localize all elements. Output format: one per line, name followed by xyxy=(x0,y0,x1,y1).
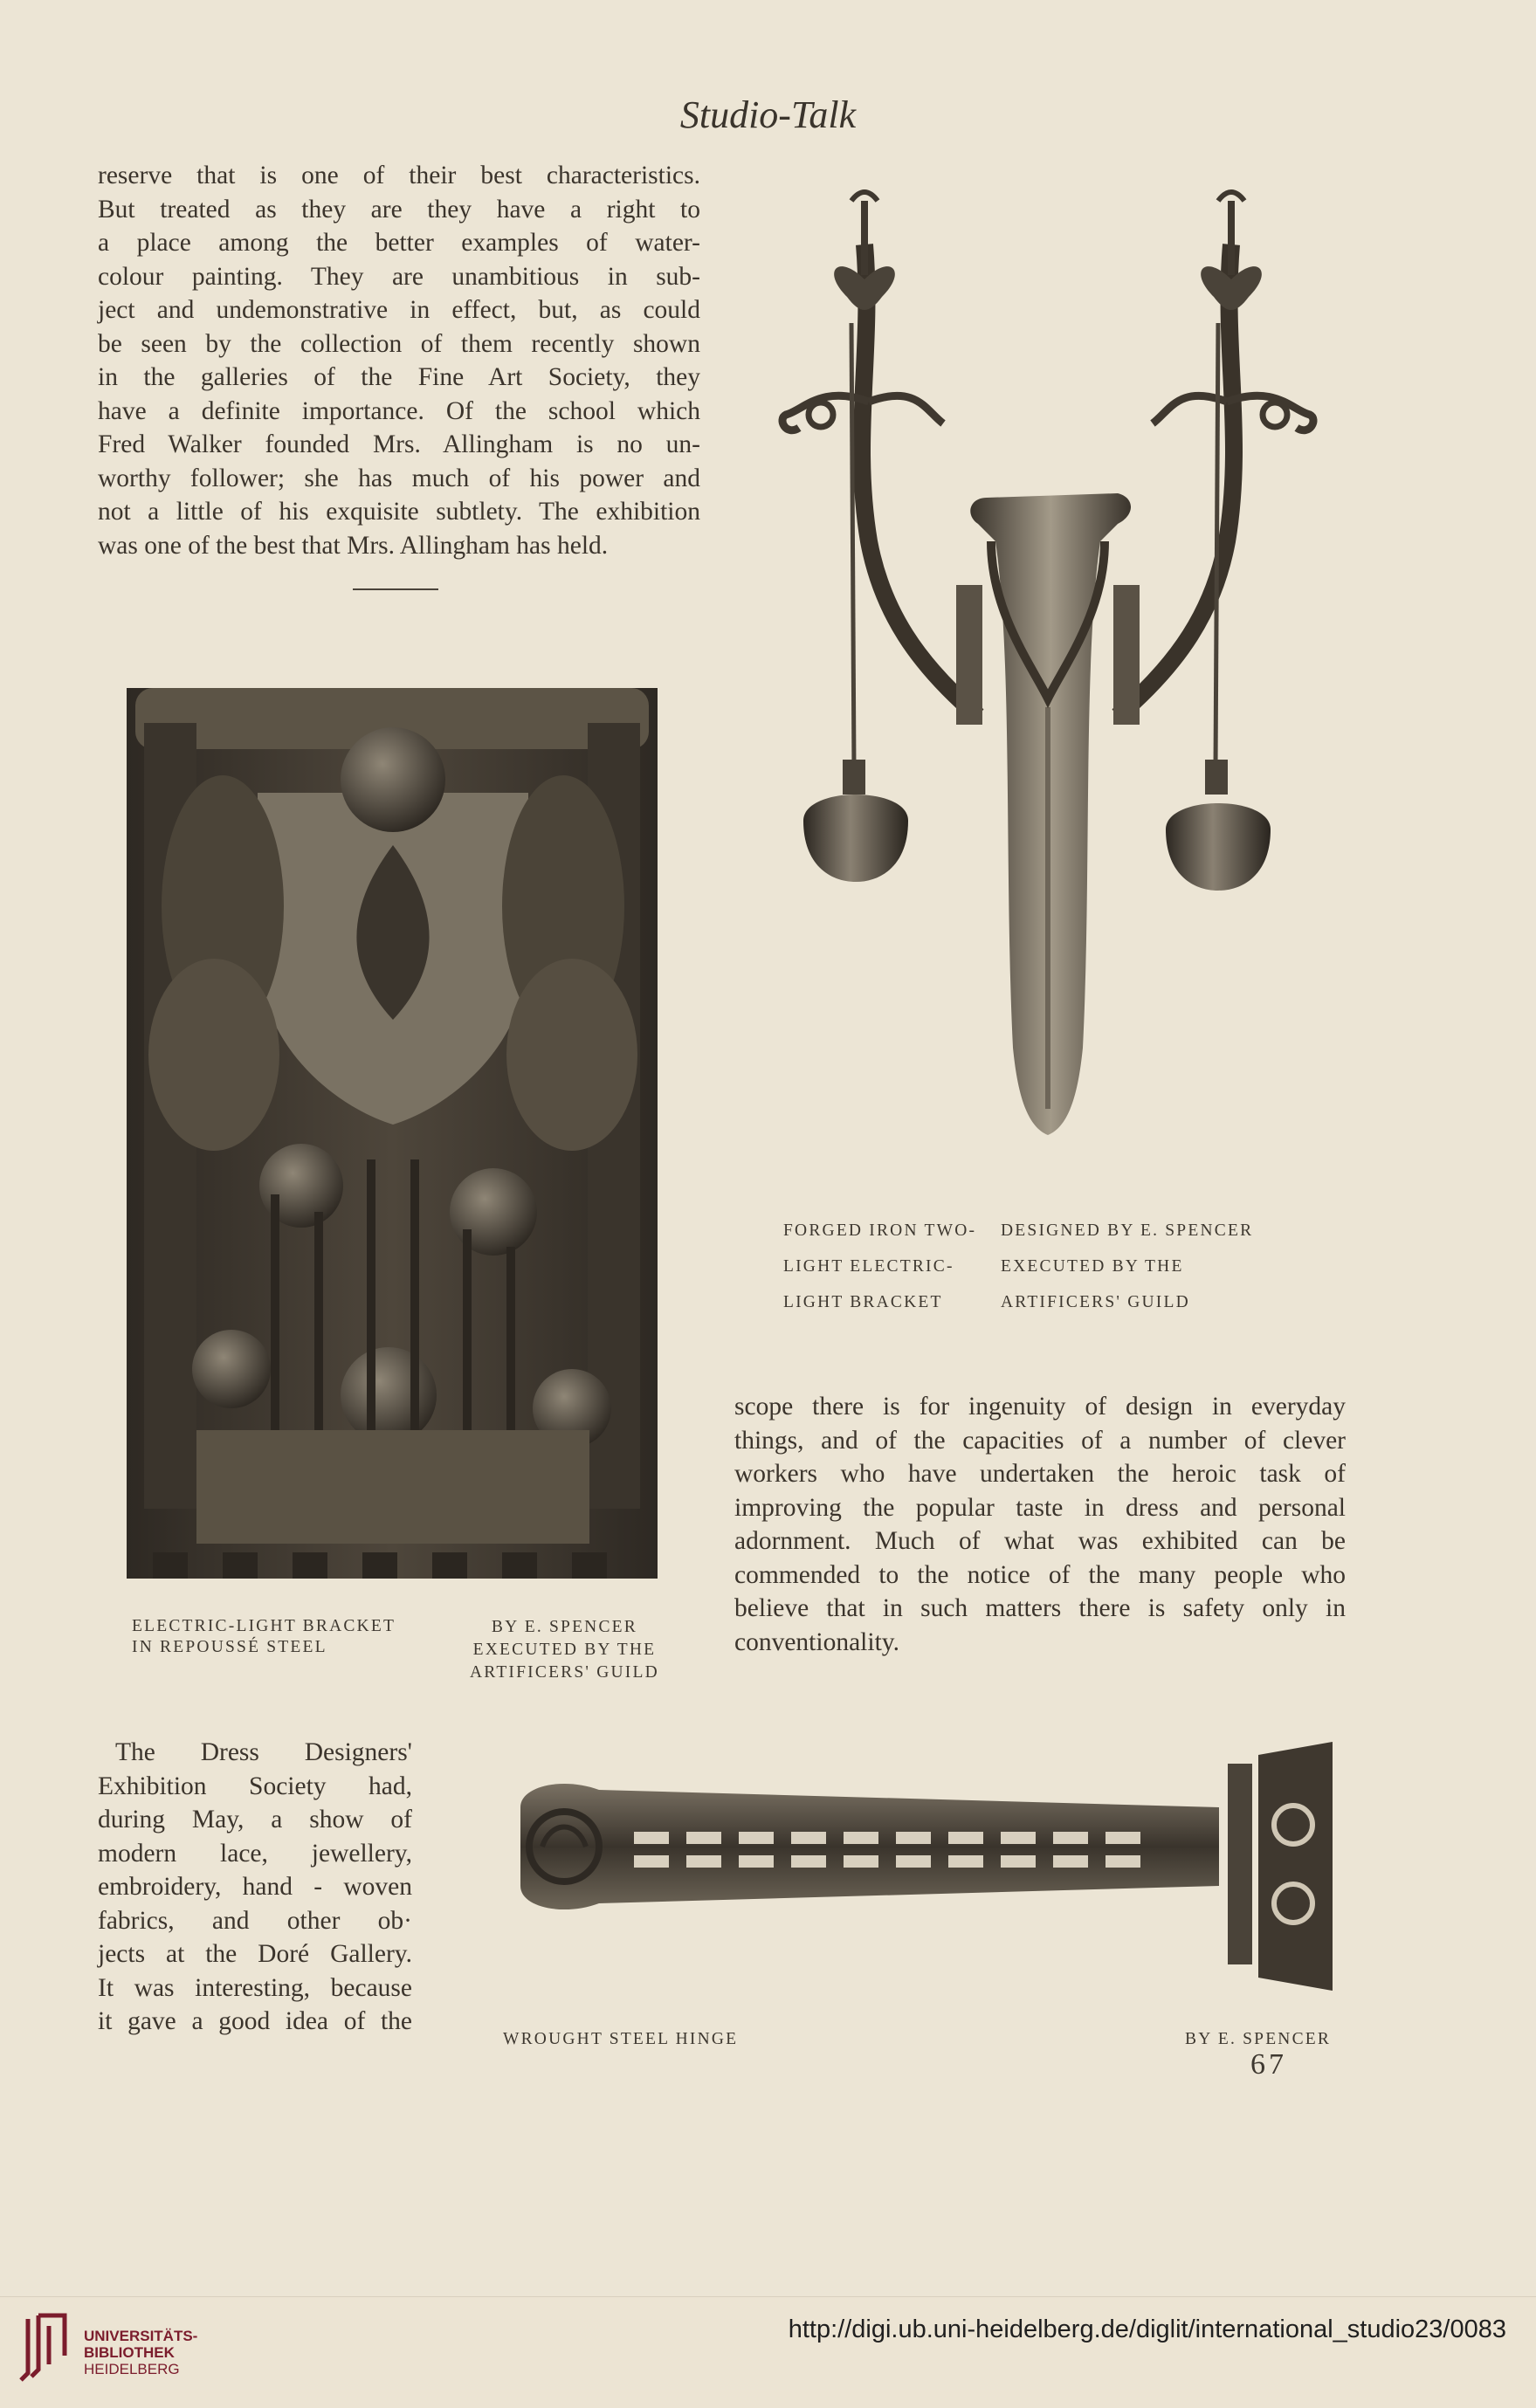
source-url-link[interactable]: http://digi.ub.uni-heidelberg.de/diglit/international_studio23/0083 xyxy=(788,2315,1506,2343)
text-line: worthy follower; she has much of his power and xyxy=(98,464,700,492)
caption-bracket-left xyxy=(783,1219,976,1315)
text-line: conventionality. xyxy=(734,1627,899,1656)
caption-line: ELECTRIC-LIGHT BRACKET xyxy=(132,1617,396,1635)
caption-hinge-left xyxy=(503,2027,738,2052)
caption-line: EXECUTED BY THE xyxy=(1001,1257,1184,1276)
text-line: things, and of the capacities of a number of clever xyxy=(734,1426,1346,1455)
caption-line: DESIGNED BY E. SPENCER xyxy=(1001,1221,1254,1240)
figure-steel-hinge xyxy=(503,1737,1341,1999)
text-line: was one of the best that Mrs. Allingham has held. xyxy=(98,531,609,560)
text-line: The Dress Designers' xyxy=(115,1738,412,1766)
text-line: during May, a show of xyxy=(98,1806,412,1834)
paragraph-right xyxy=(734,1390,1346,1659)
caption-line: EXECUTED BY THE xyxy=(472,1641,657,1659)
text-line: scope there is for ingenuity of design in everyday xyxy=(734,1393,1346,1421)
library-name-line: BIBLIOTHEK xyxy=(84,2344,175,2361)
caption-line: LIGHT ELECTRIC- xyxy=(783,1257,954,1276)
text-line: Exhibition Society had, xyxy=(98,1772,412,1800)
caption-repousse-left xyxy=(132,1616,396,1658)
caption-line: BY E. SPENCER xyxy=(1185,2030,1332,2048)
library-logo-icon xyxy=(12,2312,75,2387)
text-line: have a definite importance. Of the school which xyxy=(98,396,700,425)
caption-line: WROUGHT STEEL HINGE xyxy=(503,2030,739,2048)
caption-bracket-right xyxy=(1001,1219,1253,1315)
running-title: Studio-Talk xyxy=(679,93,857,136)
text-line: not a little of his exquisite subtlety. The exhibition xyxy=(98,498,700,526)
text-line: improving the popular taste in dress and personal xyxy=(734,1493,1346,1522)
caption-line: LIGHT BRACKET xyxy=(783,1293,943,1311)
text-line: it gave a good idea of the xyxy=(98,2007,412,2035)
caption-line: IN REPOUSSÉ STEEL xyxy=(132,1638,327,1656)
text-line: be seen by the collection of them recently shown xyxy=(98,329,700,358)
text-line: colour painting. They are unambitious in sub- xyxy=(98,262,700,291)
text-line: modern lace, jewellery, xyxy=(98,1839,412,1868)
text-line: workers who have undertaken the heroic task of xyxy=(734,1460,1346,1488)
caption-line: ARTIFICERS' GUILD xyxy=(1001,1293,1190,1311)
paragraph-bottom-left xyxy=(98,1736,412,2039)
text-line: reserve that is one of their best characteristics. xyxy=(98,162,700,189)
figure-forged-iron-bracket xyxy=(768,175,1336,1170)
text-line: adornment. Much of what was exhibited can be xyxy=(734,1527,1346,1555)
paragraph-top-left xyxy=(98,159,700,562)
text-line: believe that in such matters there is safety only in xyxy=(734,1594,1346,1622)
text-line: jects at the Doré Gallery. xyxy=(98,1940,412,1968)
text-line: ject and undemonstrative in effect, but, as could xyxy=(98,296,700,324)
section-divider xyxy=(353,588,438,590)
footer-bar xyxy=(0,2296,1536,2408)
caption-line: ARTIFICERS' GUILD xyxy=(470,1663,659,1682)
caption-line: BY E. SPENCER xyxy=(491,1618,637,1636)
library-name-line: HEIDELBERG xyxy=(84,2361,180,2377)
text-line: a place among the better examples of water- xyxy=(98,229,700,257)
caption-repousse-right xyxy=(470,1616,659,1684)
caption-line: FORGED IRON TWO- xyxy=(783,1221,977,1240)
text-line: commended to the notice of the many people who xyxy=(734,1560,1346,1589)
text-line: fabrics, and other ob· xyxy=(98,1906,412,1935)
text-line: It was interesting, because xyxy=(98,1973,412,2002)
page-number: 67 xyxy=(1250,2048,1287,2081)
library-name xyxy=(84,2328,197,2377)
text-line: embroidery, hand - woven xyxy=(98,1873,412,1901)
text-line: Fred Walker founded Mrs. Allingham is no un- xyxy=(98,430,700,458)
figure-repousse-bracket xyxy=(118,671,666,1587)
library-name-line: UNIVERSITÄTS- xyxy=(84,2328,198,2344)
text-line: But treated as they are they have a right to xyxy=(98,195,700,224)
text-line: in the galleries of the Fine Art Society, they xyxy=(98,363,700,391)
